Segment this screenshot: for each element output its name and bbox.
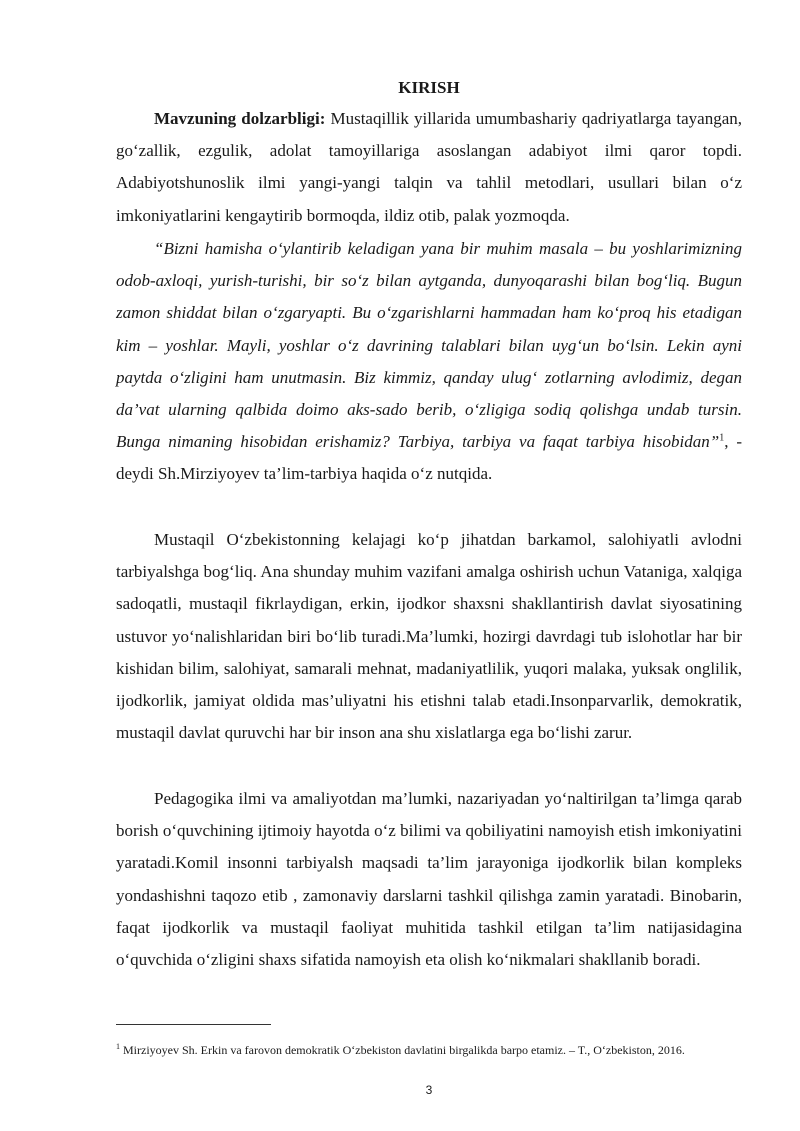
footnote-text: Mirziyoyev Sh. Erkin va farovon demokratik O‘zbekiston davlatini birgalikda barpo etamiz. – T., O‘zbekiston, 2016. xyxy=(120,1043,685,1057)
quote-attribution: , - deydi Sh.Mirziyoyev ta’lim-tarbiya haqida o‘z nutqida. xyxy=(116,432,742,484)
footnote-reference[interactable]: 1 xyxy=(719,432,725,444)
section-heading: KIRISH xyxy=(398,78,460,97)
page-number: 3 xyxy=(425,1083,433,1097)
paragraph-quote xyxy=(116,233,742,491)
footnote xyxy=(116,1042,756,1058)
paragraph-pedagogy: Pedagogika ilmi va amaliyotdan ma’lumki, nazariyadan yo‘naltirilgan ta’limga qarab borish o‘quvchining ijtimoiy hayotda o‘z bilimi va qobiliyatini namoyish etish imkoniyatini yaratadi.Komil insonni tarbiyalsh maqsadi ta’lim jarayoniga ijodkorlik bilan kompleks yondashishni taqozo etib , zamonaviy darslarni tashkil qilishga zamin yaratadi. Binobarin, faqat ijodkorlik va mustaqil faoliyat muhitida tashkil etilgan ta’lim natijasidagina o‘quvchida o‘zligini shaxs sifatida namoyish eta olish ko‘nikmalari shakllanib boradi. xyxy=(116,789,742,970)
quote-text: “Bizni hamisha o‘ylantirib keladigan yana bir muhim masala – bu yoshlarimizning odob-axloqi, yurish-turishi, bir so‘z bilan aytganda, dunyoqarashi bilan bog‘liq. Bugun zamon shiddat bilan o‘zgaryapti. Bu o‘zgarishlarni hammadan ham ko‘proq his etadigan kim – yoshlar. Mayli, yoshlar o‘z davrining talablari bilan uyg‘un bo‘lsin. Lekin ayni paytda o‘zligini ham unutmasin. Biz kimmiz, qanday ulug‘ zotlarning avlodimiz, degan da’vat ularning qalbida doimo aks-sado berib, o‘zligiga sodiq qolishga undab tursin. Bunga nimaning hisobidan erishamiz? Tarbiya, tarbiya va faqat tarbiya hisobidan” xyxy=(116,239,742,452)
footnote-divider xyxy=(116,1024,271,1025)
paragraph-future: Mustaqil O‘zbekistonning kelajagi ko‘p jihatdan barkamol, salohiyatli avlodni tarbiyalshga bog‘liq. Ana shunday muhim vazifani amalga oshirish uchun Vataniga, xalqiga sadoqatli, mustaqil fikrlaydigan, erkin, ijodkor shaxsni shakllantirish davlat siyosatining ustuvor yo‘nalishlaridan biri bo‘lib turadi.Ma’lumki, hozirgi davrdagi tub islohotlar har bir kishidan bilim, salohiyat, samarali mehnat, madaniyatlilik, yuqori malaka, yuksak onglilik, ijodkorlik, jamiyat oldida mas’uliyatni his etishni talab etadi.Insonparvarlik, demokratik, mustaqil davlat quruvchi har bir inson ana shu xislatlarga ega bo‘lishi zarur. xyxy=(116,530,742,743)
relevance-label: Mavzuning dolzarbligi: xyxy=(154,109,326,128)
relevance-text: Mustaqillik yillarida umumbashariy qadriyatlarga tayangan, go‘zallik, ezgulik, adolat tamoyillariga asoslangan adabiyot ilmi qaror topdi. Adabiyotshunoslik ilmi yangi-yangi talqin va tahlil metodlari, usullari bilan o‘z imkoniyatlarini kengaytirib bormoqda, ildiz otib, palak yozmoqda. xyxy=(116,109,742,225)
footnote-number: 1 xyxy=(116,1042,120,1051)
paragraph-relevance xyxy=(116,103,742,232)
